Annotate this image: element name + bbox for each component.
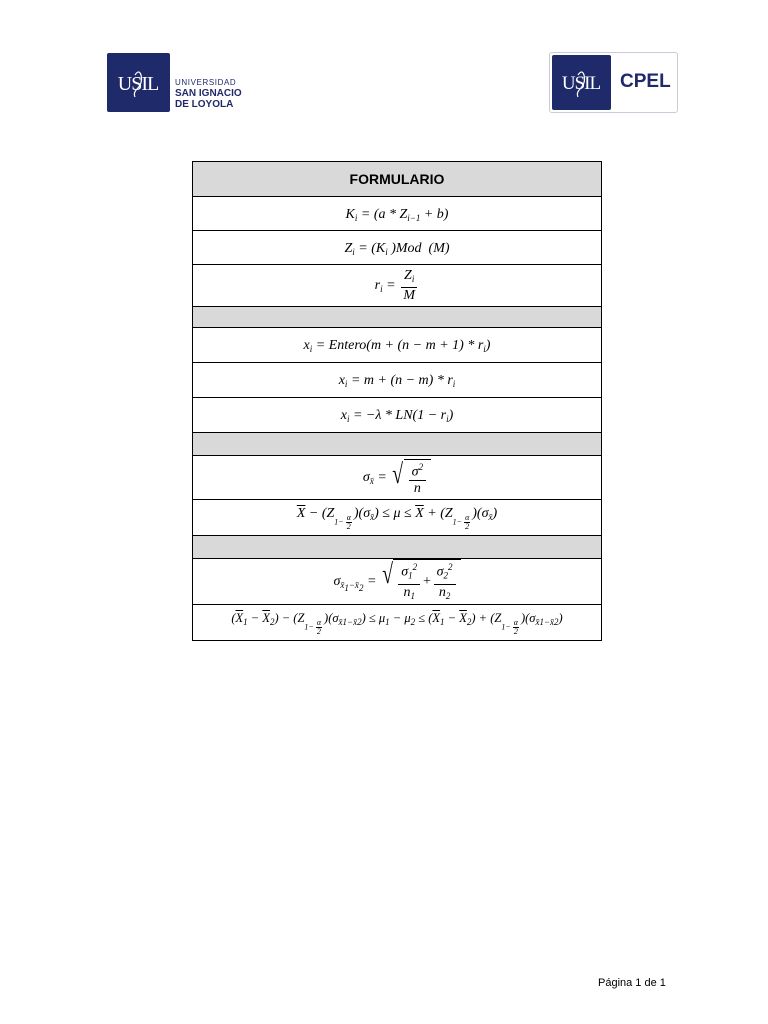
university-name bbox=[175, 77, 275, 110]
cpel-badge bbox=[552, 55, 611, 110]
formula-uniform-discrete: $x_i$ = Entero(m + $(n - m + 1) * r_i$) bbox=[193, 328, 602, 363]
cpel-mark-text: USIL bbox=[561, 73, 601, 94]
cpel-label: CPEL bbox=[620, 71, 671, 92]
usil-mark-text: USIL bbox=[117, 73, 159, 95]
formula-lcg-k: $K_i = (a * Z_{i-1} + b)$ bbox=[193, 197, 602, 231]
usil-emblem-icon bbox=[107, 53, 170, 112]
formula-ci-diff-means: $(\overline{X}_1 - \overline{X}_2) - (Z1-$ $\frac{\alpha}{2}$ )$(\sigma_{x̄1-x̄2}) \le \mu_1 - \mu_2 \le (\overline{X}_1 - \overline{X}_2) + (Z1-$ $\frac{\alpha}{2}$ )$(\sigma_{x̄1-x̄2})$ bbox=[193, 605, 602, 641]
formula-std-error-diff: $\sigma_{x̄_1-x̄_2}$ = √ $\frac{\sigma_1^2}{n_1}$ + $\frac{\sigma_2^2}{n_2}$ bbox=[193, 559, 602, 605]
university-name-line1: UNIVERSIDAD bbox=[175, 78, 237, 87]
section-separator bbox=[193, 307, 602, 328]
formula-exponential: $x_i = -\lambda * LN(1 - r_i)$ bbox=[193, 398, 602, 433]
formula-table bbox=[192, 161, 602, 641]
section-separator bbox=[193, 536, 602, 559]
formula-ci-mean: $\overline{X} - (Z1-$ $\frac{\alpha}{2}$ )$(\sigma_{x̄}) \le \mu \le \overline{X} + (Z1-$ $\frac{\alpha}{2}$ )$(\sigma_{x̄})$ bbox=[193, 500, 602, 536]
table-title: FORMULARIO bbox=[193, 162, 602, 197]
formula-lcg-r: $r_i$ = $\frac{Z_i}{M}$ bbox=[193, 265, 602, 307]
university-name-line2: SAN IGNACIO bbox=[175, 88, 242, 99]
usil-emblem-icon bbox=[552, 55, 611, 110]
usil-logo bbox=[107, 53, 170, 112]
university-name-line3: DE LOYOLA bbox=[175, 99, 234, 110]
formula-std-error: $\sigma_{x̄}$ = √ $\frac{\sigma^2}{n}$ bbox=[193, 456, 602, 500]
cpel-logo bbox=[549, 52, 678, 113]
formula-uniform-continuous: $x_i = m + (n - m) * r_i$ bbox=[193, 363, 602, 398]
page-number: Página 1 de 1 bbox=[598, 977, 666, 989]
formula-lcg-z: $Z_i = (K_i$ )Mod (M) bbox=[193, 231, 602, 265]
section-separator bbox=[193, 433, 602, 456]
